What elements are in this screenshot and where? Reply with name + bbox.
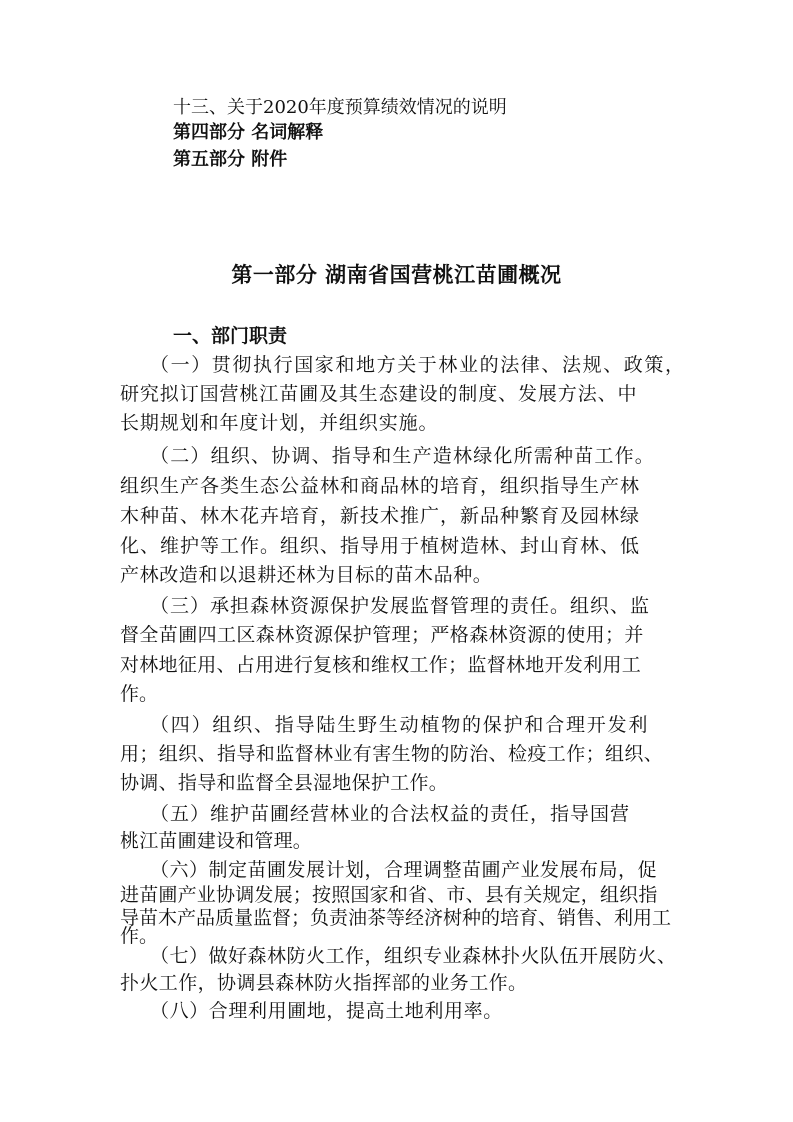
body-line: 导苗木产品质量监督；负责油茶等经济树种的培育、销售、利用工 [120,907,672,929]
body-line: （四）组织、指导陆生野生动植物的保护和合理开发利 [150,714,650,736]
toc-part-5: 第五部分 附件 [173,149,288,170]
body-line: （二）组织、协调、指导和生产造林绿化所需种苗工作。 [150,445,656,467]
body-line: 对林地征用、占用进行复核和维权工作；监督林地开发利用工 [120,654,642,676]
page-title: 第一部分 湖南省国营桃江苗圃概况 [231,262,562,287]
body-line: 长期规划和年度计划，并组织实施。 [120,412,439,434]
body-line: （七）做好森林防火工作，组织专业森林扑火队伍开展防火、 [150,945,677,967]
body-line: 协调、指导和监督全县湿地保护工作。 [120,772,449,794]
body-line: 化、维护等工作。组织、指导用于植树造林、封山育林、低 [120,535,641,557]
body-line: （六）制定苗圃发展计划，合理调整苗圃产业发展布局，促 [150,859,658,881]
body-line: 桃江苗圃建设和管理。 [120,830,313,852]
body-line: 进苗圃产业协调发展；按照国家和省、市、县有关规定，组织指 [120,884,658,906]
body-line: 用；组织、指导和监督林业有害生物的防治、检疫工作；组织、 [120,743,664,765]
toc-item-13: 十三、关于2020年度预算绩效情况的说明 [173,97,507,118]
body-line: 扑火工作，协调县森林防火指挥部的业务工作。 [120,972,528,994]
toc-part-4: 第四部分 名词解释 [173,122,324,143]
body-line: （八）合理利用圃地，提高土地利用率。 [150,1000,503,1022]
body-line: 组织生产各类生态公益林和商品林的培育，组织指导生产林 [120,475,641,497]
body-line: （三）承担森林资源保护发展监督管理的责任。组织、监 [150,595,651,617]
section-heading: 一、部门职责 [173,325,288,347]
body-line: （五）维护苗圃经营林业的合法权益的责任，指导国营 [150,803,631,825]
body-line: 产林改造和以退耕还林为目标的苗木品种。 [120,564,493,586]
body-line: 督全苗圃四工区森林资源保护管理；严格森林资源的使用；并 [120,624,644,646]
body-line: 作。 [120,683,159,705]
body-line: 研究拟订国营桃江苗圃及其生态建设的制度、发展方法、中 [120,383,638,405]
body-line: 作。 [120,925,159,947]
body-line: （一）贯彻执行国家和地方关于林业的法律、法规、政策， [150,354,686,376]
body-line: 木种苗、林木花卉培育，新技术推广，新品种繁育及园林绿 [120,505,641,527]
